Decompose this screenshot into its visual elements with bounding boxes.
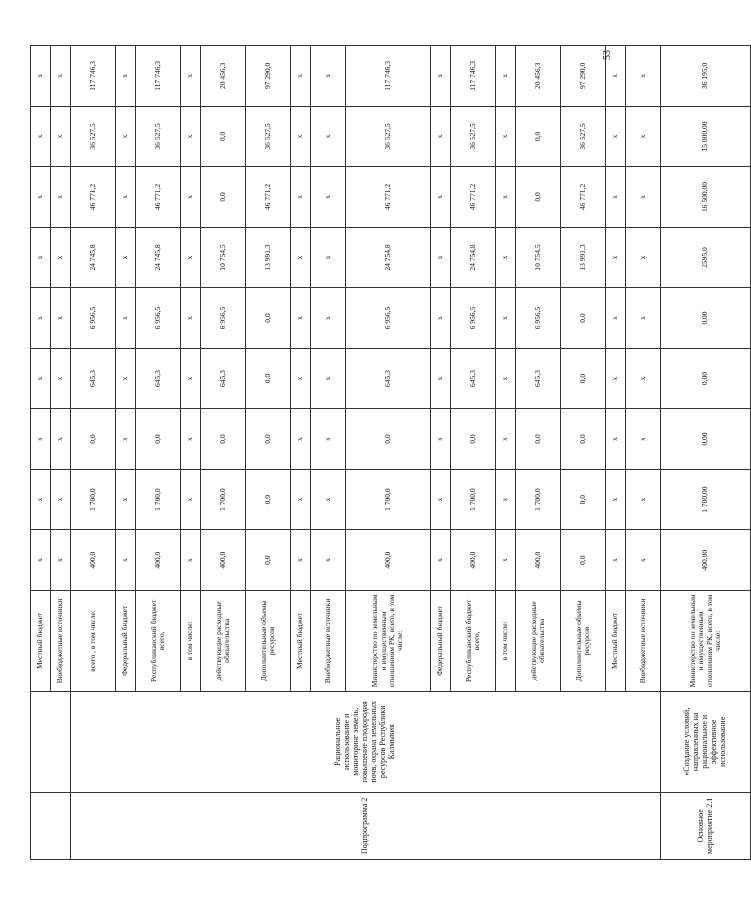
value-cell: х xyxy=(291,409,311,470)
value-cell: х xyxy=(31,227,51,288)
funding-source-cell: Внебюджетные источники xyxy=(51,590,71,691)
value-cell: х xyxy=(626,288,661,349)
value-cell: х xyxy=(116,227,136,288)
value-cell: 0,0 xyxy=(246,409,291,470)
value-cell: 1 700,0 xyxy=(516,469,561,530)
value-cell: 0,0 xyxy=(246,348,291,409)
value-cell: 400,0 xyxy=(71,530,116,591)
value-cell: х xyxy=(431,167,451,228)
value-cell: х xyxy=(291,106,311,167)
value-cell: 97 290,0 xyxy=(561,46,606,107)
value-cell: 46 771,2 xyxy=(246,167,291,228)
value-cell: х xyxy=(51,469,71,530)
value-cell: х xyxy=(311,106,346,167)
value-cell: х xyxy=(31,530,51,591)
value-cell: 46 771,2 xyxy=(71,167,116,228)
value-cell: 6 956,5 xyxy=(136,288,181,349)
value-cell: х xyxy=(291,167,311,228)
value-cell: х xyxy=(181,106,201,167)
value-cell: 117 746,3 xyxy=(71,46,116,107)
value-cell: х xyxy=(431,288,451,349)
value-cell: 1 700,00 xyxy=(661,469,751,530)
value-cell: 24 754,8 xyxy=(451,227,496,288)
budget-table xyxy=(30,45,751,860)
value-cell: 0,0 xyxy=(136,409,181,470)
value-cell: х xyxy=(31,469,51,530)
value-cell: 0,0 xyxy=(561,469,606,530)
value-cell: 0,0 xyxy=(516,167,561,228)
value-cell: х xyxy=(606,530,626,591)
value-cell: 13 991,3 xyxy=(246,227,291,288)
value-cell: х xyxy=(626,227,661,288)
value-cell: х xyxy=(116,288,136,349)
value-cell: 6 956,5 xyxy=(451,288,496,349)
value-cell: 117 746,3 xyxy=(451,46,496,107)
value-cell: х xyxy=(31,288,51,349)
value-cell: х xyxy=(311,46,346,107)
value-cell: х xyxy=(181,409,201,470)
value-cell: х xyxy=(51,167,71,228)
value-cell: х xyxy=(51,288,71,349)
value-cell: 0,00 xyxy=(661,288,751,349)
value-cell: х xyxy=(51,409,71,470)
value-cell: х xyxy=(116,348,136,409)
value-cell: 1 700,0 xyxy=(346,469,431,530)
value-cell: 0,0 xyxy=(201,167,246,228)
funding-source-cell: Республиканский бюджет всего, xyxy=(136,590,181,691)
value-cell: х xyxy=(31,106,51,167)
value-cell: 46 771,2 xyxy=(346,167,431,228)
value-cell: х xyxy=(606,46,626,107)
value-cell: 24 745,8 xyxy=(136,227,181,288)
funding-source-cell: Местный бюджет xyxy=(291,590,311,691)
value-cell: 645,3 xyxy=(346,348,431,409)
value-cell: х xyxy=(291,348,311,409)
value-cell: х xyxy=(181,469,201,530)
value-cell: х xyxy=(31,348,51,409)
value-cell: х xyxy=(606,106,626,167)
value-cell: 20 456,3 xyxy=(516,46,561,107)
value-cell: 117 746,3 xyxy=(136,46,181,107)
funding-source-cell: Местный бюджет xyxy=(31,590,51,691)
value-cell: 36 527,5 xyxy=(451,106,496,167)
value-cell: х xyxy=(181,530,201,591)
value-cell: 46 771,2 xyxy=(561,167,606,228)
value-cell: 0,0 xyxy=(516,409,561,470)
value-cell: х xyxy=(311,530,346,591)
value-cell: х xyxy=(291,288,311,349)
value-cell: 10 754,5 xyxy=(516,227,561,288)
value-cell: х xyxy=(496,46,516,107)
value-cell: 0,0 xyxy=(246,288,291,349)
funding-source-cell: действующие расходные обязательства xyxy=(201,590,246,691)
value-cell: 1 700,0 xyxy=(201,469,246,530)
value-cell: 13 991,3 xyxy=(561,227,606,288)
funding-source-cell: Дополнительные объемы ресурсов xyxy=(561,590,606,691)
value-cell: х xyxy=(51,227,71,288)
value-cell: 10 754,5 xyxy=(201,227,246,288)
value-cell: х xyxy=(51,46,71,107)
value-cell: х xyxy=(431,348,451,409)
value-cell: 400,0 xyxy=(516,530,561,591)
section-label xyxy=(31,792,71,859)
value-cell: х xyxy=(116,530,136,591)
value-cell: 16 500,00 xyxy=(661,167,751,228)
value-cell: 24 745,8 xyxy=(71,227,116,288)
value-cell: х xyxy=(51,106,71,167)
value-cell: х xyxy=(606,227,626,288)
value-cell: х xyxy=(116,469,136,530)
value-cell: х xyxy=(311,227,346,288)
value-cell: 0,0 xyxy=(561,409,606,470)
value-cell: х xyxy=(116,106,136,167)
value-cell: 6 956,5 xyxy=(346,288,431,349)
value-cell: 36 527,5 xyxy=(71,106,116,167)
value-cell: 0,0 xyxy=(516,106,561,167)
value-cell: х xyxy=(311,409,346,470)
value-cell: х xyxy=(626,469,661,530)
value-cell: 36 527,5 xyxy=(561,106,606,167)
funding-source-cell: Федеральный бюджет xyxy=(431,590,451,691)
value-cell: х xyxy=(431,46,451,107)
section-description xyxy=(31,691,71,792)
funding-source-cell: в том числе: xyxy=(181,590,201,691)
funding-source-cell: Внебюджетные источники xyxy=(311,590,346,691)
value-cell: х xyxy=(291,469,311,530)
funding-source-cell: Республиканский бюджет всего, xyxy=(451,590,496,691)
section-description: «Создание условий, направленных на рациональное и эффективное использование xyxy=(661,691,751,792)
funding-source-cell: Федеральный бюджет xyxy=(116,590,136,691)
value-cell: 645,3 xyxy=(201,348,246,409)
section-description: Рациональное использование и мониторинг земель, повышение плодородия почв, охрана земельных ресурсов Республики Калмыкия xyxy=(71,691,661,792)
value-cell: 0,0 xyxy=(346,409,431,470)
value-cell: х xyxy=(496,409,516,470)
value-cell: 400,0 xyxy=(201,530,246,591)
value-cell: 645,3 xyxy=(136,348,181,409)
value-cell: х xyxy=(496,106,516,167)
funding-source-cell: Местный бюджет xyxy=(606,590,626,691)
value-cell: 36 527,5 xyxy=(246,106,291,167)
value-cell: 0,00 xyxy=(661,409,751,470)
value-cell: х xyxy=(31,409,51,470)
table-row xyxy=(661,46,751,860)
section-label: Основное мероприятие 2.1 xyxy=(661,792,751,859)
value-cell: х xyxy=(606,288,626,349)
value-cell: х xyxy=(311,167,346,228)
value-cell: 0,0 xyxy=(561,288,606,349)
value-cell: 0,0 xyxy=(201,106,246,167)
value-cell: 0,0 xyxy=(246,530,291,591)
funding-source-cell: Дополнительные объемы ресурсов xyxy=(246,590,291,691)
value-cell: х xyxy=(116,409,136,470)
value-cell: 2595,0 xyxy=(661,227,751,288)
value-cell: 36 195,0 xyxy=(661,46,751,107)
value-cell: 36 527,5 xyxy=(136,106,181,167)
value-cell: 0,0 xyxy=(246,469,291,530)
value-cell: 6 956,5 xyxy=(71,288,116,349)
value-cell: 400,0 xyxy=(136,530,181,591)
value-cell: х xyxy=(311,469,346,530)
value-cell: 645,3 xyxy=(71,348,116,409)
value-cell: х xyxy=(496,288,516,349)
value-cell: х xyxy=(291,46,311,107)
value-cell: х xyxy=(626,530,661,591)
funding-source-cell: Министерство по земельным и имущественным отношениям РК, всего, в том числе: xyxy=(661,590,751,691)
value-cell: х xyxy=(181,46,201,107)
table-row xyxy=(71,46,116,860)
value-cell: 36 527,5 xyxy=(346,106,431,167)
value-cell: 400,0 xyxy=(346,530,431,591)
value-cell: 0,0 xyxy=(561,530,606,591)
value-cell: х xyxy=(496,469,516,530)
value-cell: х xyxy=(606,469,626,530)
funding-source-cell: Внебюджетные источники xyxy=(626,590,661,691)
value-cell: х xyxy=(311,348,346,409)
value-cell: х xyxy=(116,46,136,107)
value-cell: х xyxy=(606,409,626,470)
funding-source-cell: Министерство по земельным и имущественным отношениям РК, всего, в том числе: xyxy=(346,590,431,691)
value-cell: х xyxy=(311,288,346,349)
value-cell: х xyxy=(626,46,661,107)
value-cell: 645,3 xyxy=(516,348,561,409)
value-cell: х xyxy=(606,167,626,228)
value-cell: х xyxy=(431,469,451,530)
value-cell: 6 956,5 xyxy=(201,288,246,349)
value-cell: 0,0 xyxy=(201,409,246,470)
value-cell: х xyxy=(626,167,661,228)
value-cell: 1 700,0 xyxy=(451,469,496,530)
value-cell: 1 700,0 xyxy=(71,469,116,530)
value-cell: 97 290,0 xyxy=(246,46,291,107)
value-cell: 20 456,3 xyxy=(201,46,246,107)
value-cell: х xyxy=(431,227,451,288)
value-cell: 400,00 xyxy=(661,530,751,591)
value-cell: х xyxy=(116,167,136,228)
value-cell: х xyxy=(626,106,661,167)
value-cell: 24 754,8 xyxy=(346,227,431,288)
value-cell: х xyxy=(181,348,201,409)
value-cell: х xyxy=(31,46,51,107)
value-cell: 15 000,00 xyxy=(661,106,751,167)
value-cell: 400,0 xyxy=(451,530,496,591)
value-cell: х xyxy=(496,227,516,288)
funding-source-cell: всего , в том числе: xyxy=(71,590,116,691)
value-cell: х xyxy=(496,167,516,228)
value-cell: х xyxy=(181,167,201,228)
value-cell: х xyxy=(496,530,516,591)
table-row xyxy=(31,46,51,860)
value-cell: 0,00 xyxy=(661,348,751,409)
value-cell: х xyxy=(626,409,661,470)
value-cell: 0,0 xyxy=(451,409,496,470)
value-cell: 1 700,0 xyxy=(136,469,181,530)
value-cell: х xyxy=(496,348,516,409)
value-cell: х xyxy=(181,227,201,288)
value-cell: х xyxy=(31,167,51,228)
value-cell: 645,3 xyxy=(451,348,496,409)
value-cell: х xyxy=(606,348,626,409)
value-cell: 0,0 xyxy=(561,348,606,409)
value-cell: х xyxy=(431,409,451,470)
value-cell: х xyxy=(51,530,71,591)
value-cell: х xyxy=(431,106,451,167)
value-cell: 46 771,2 xyxy=(136,167,181,228)
value-cell: 6 956,5 xyxy=(516,288,561,349)
value-cell: х xyxy=(291,530,311,591)
section-label: Подпрограмма 2 xyxy=(71,792,661,859)
value-cell: х xyxy=(181,288,201,349)
value-cell: х xyxy=(291,227,311,288)
value-cell: х xyxy=(626,348,661,409)
value-cell: 0,0 xyxy=(71,409,116,470)
funding-source-cell: действующие расходные обязательства xyxy=(516,590,561,691)
value-cell: х xyxy=(51,348,71,409)
value-cell: 117 746,3 xyxy=(346,46,431,107)
funding-source-cell: в том числе: xyxy=(496,590,516,691)
page-number: 53 xyxy=(602,50,613,60)
value-cell: 46 771,2 xyxy=(451,167,496,228)
value-cell: х xyxy=(431,530,451,591)
